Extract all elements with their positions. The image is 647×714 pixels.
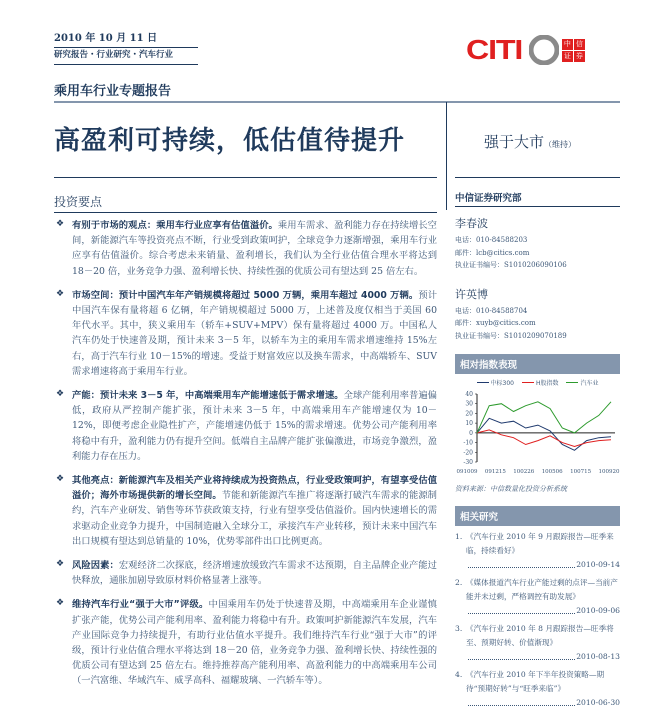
svg-text:-20: -20 <box>463 449 473 457</box>
report-type: 乘用车行业专题报告 <box>54 84 172 99</box>
svg-text:10: 10 <box>465 420 473 428</box>
analyst-license: 执业证书编号：S1010206090106 <box>455 261 567 269</box>
analyst-phone: 电话：010-84588203 <box>455 236 528 244</box>
diamond-bullet-icon: ❖ <box>56 559 65 570</box>
analyst-license: 执业证书编号：S1010209070189 <box>455 331 567 340</box>
analyst-name: 李春波 <box>455 217 488 230</box>
chart-legend <box>455 378 620 387</box>
divider <box>455 177 620 178</box>
diamond-bullet-icon: ❖ <box>56 598 65 609</box>
analyst-email[interactable]: 邮件：xuyb@citics.com <box>455 319 536 327</box>
analyst-card <box>455 215 620 272</box>
related-heading: 相关研究 <box>455 506 620 526</box>
line-chart-plot <box>455 390 620 478</box>
chart-source: 资料来源：中信数量化投资分析系统 <box>455 485 567 493</box>
breadcrumb: 研究报告・行业研究・汽车行业 <box>54 48 198 65</box>
rating <box>484 131 576 152</box>
chart-heading: 相对指数表现 <box>455 354 620 374</box>
list-item: ❖ 有别于市场的观点：乘用车行业应享有估值溢价。乘用车需求、盈利能力存在持续增长空间，新能源汽车等投资亮点不断，行业受到政策呵护，全球竞争力逐渐增强，乘用车行业应享有估值溢价。综合考虑未来销量、盈利增长，我们认为全行业估值合理水平将达到 18－20 倍，业务竞争力强、盈利增长快、持续性强的优质公司有望达到 25 倍左右。 <box>54 218 437 279</box>
citics-logo <box>466 30 601 70</box>
related-item[interactable]: 2. 《媒体报道汽车行业产能过剩的点评—当前产能并未过剩，严格调控有助发展》 2010-09-06 <box>455 578 620 615</box>
svg-text:20: 20 <box>465 410 473 418</box>
svg-text:091009: 091009 <box>456 469 478 475</box>
svg-text:100715: 100715 <box>570 469 592 475</box>
list-item: ❖ 市场空间：预计中国汽车年产销规模将超过 5000 万辆，乘用车超过 4000 万辆。预计中国汽车保有量将超 6 亿辆，年产销规模超过 5000 万，上述普及度仅相当于美国 60 年代水平。其中，狭义乘用车（轿车+SUV+MPV）保有量将超过 4000 万。中国私人汽车仍处于快速普及期，预计未来 3－5 年，以轿车为主的乘用车需求增速维持 15%左右，高于汽车行业 10－15%的增速。受益于财富效应以及换车需求，中高端轿车、SUV 需求增速将高于乘用车行业。 <box>54 288 437 379</box>
divider-vertical <box>446 102 447 210</box>
svg-text:-30: -30 <box>463 459 473 466</box>
analyst-card <box>455 286 620 343</box>
svg-text:40: 40 <box>465 391 473 398</box>
diamond-bullet-icon: ❖ <box>56 219 65 229</box>
department-heading: 中信证券研究部 <box>455 190 620 207</box>
divider <box>54 177 437 178</box>
logo-wordmark: CITI <box>466 34 523 65</box>
svg-text:091215: 091215 <box>484 469 506 475</box>
citics-cs-mark-icon <box>529 35 559 65</box>
related-research-list <box>455 530 620 710</box>
related-item[interactable]: 4. 《汽车行业 2010 年下半年投资策略—期待“预期好转”与“旺季来临”》 2010-06-30 <box>455 670 620 707</box>
rating-label: 强于大市 <box>484 133 545 151</box>
list-item: ❖ 风险因素：宏观经济二次探底，经济增速放缓致汽车需求不达预期，自主品牌企业产能过快释放，通胀加剧导致原材料价格显著上涨等。 <box>54 558 437 588</box>
svg-text:30: 30 <box>465 400 473 408</box>
analyst-name: 许英博 <box>455 287 488 301</box>
diamond-bullet-icon: ❖ <box>56 474 65 485</box>
section-heading: 投资要点 <box>54 193 437 213</box>
svg-text:100506: 100506 <box>541 469 563 475</box>
legend-item: 汽车业 <box>566 378 598 387</box>
logo-chinese-chars: 中 信 证 券 <box>563 39 583 60</box>
rating-note: （维持） <box>544 140 577 149</box>
list-item: ❖ 产能：预计未来 3－5 年，中高端乘用车产能增速低于需求增速。全球产能利用率普遍偏低，政府从严控制产能扩张，预计未来 3－5 年，中高端乘用车产能增速仅为 10－12%，即便考虑企业隐性扩产，产能增速仍低于 15%的需求增速。优势公司产能利用率将稳中有升，盈利能力仍有提升空间。低端自主品牌产能扩张偏激进，市场竞争激烈，盈利能力存在压力。 <box>54 388 437 464</box>
list-item: ❖ 其他亮点：新能源汽车及相关产业将持续成为投资热点，行业受政策呵护，有望享受估值溢价；海外市场提供新的增长空间。节能和新能源汽车推广将逐渐打破汽车需求的能源制约，汽车产业研发、销售等环节获政策支持，行业有望享受估值溢价。国内快速增长的需求驱动企业竞争力提升，中国制造融入全球分工，承接汽车产业转移，预计未来中国汽车出口规模有望达到总销量的 10%，优势零部件出口比例更高。 <box>54 473 437 549</box>
list-item: ❖ 维持汽车行业“强于大市”评级。中国乘用车仍处于快速普及期，中高端乘用车企业谨慎扩张产能，优势公司产能利用率、盈利能力将稳中有升。政策呵护新能源汽车发展，汽车产业国际竞争力持续提升，有助行业估值水平提升。我们维持汽车行业“强于大市”的评级，预计行业估值合理水平将达到 18－20 倍，业务竞争力强、盈利增长快、持续性强的优质公司有望达到 25 倍左右。维持推荐高产能利用率、高盈利能力的中高端乘用车公司（一汽富维、华域汽车、威孚高科、福耀玻璃、一汽轿车等）。 <box>54 597 437 688</box>
legend-item: 中标300 <box>477 378 514 387</box>
related-item[interactable]: 3. 《汽车行业 2010 年 8 月跟踪报告—旺季将至、预期好转、价值渐现》 2010-08-13 <box>455 624 620 661</box>
relative-index-chart <box>455 378 620 478</box>
sidebar <box>455 190 620 710</box>
diamond-bullet-icon: ❖ <box>56 389 65 400</box>
diamond-bullet-icon: ❖ <box>56 288 65 299</box>
header-meta <box>54 33 198 65</box>
analyst-phone: 电话：010-84588704 <box>455 306 528 315</box>
report-date: 2010 年 10 月 11 日 <box>54 33 198 48</box>
related-item[interactable]: 1. 《汽车行业 2010 年 9 月跟踪报告—旺季来临，持续看好》 2010-09-14 <box>455 532 620 569</box>
divider <box>54 101 620 103</box>
svg-text:0: 0 <box>469 429 473 437</box>
svg-text:100920: 100920 <box>598 469 620 475</box>
investment-points <box>54 218 437 698</box>
page-title: 高盈利可持续，低估值待提升 <box>54 126 406 156</box>
svg-text:100226: 100226 <box>513 469 535 475</box>
legend-item: H股指数 <box>522 378 559 387</box>
svg-text:-10: -10 <box>463 439 473 447</box>
analyst-email[interactable]: 邮件：lcb@citics.com <box>455 248 530 257</box>
